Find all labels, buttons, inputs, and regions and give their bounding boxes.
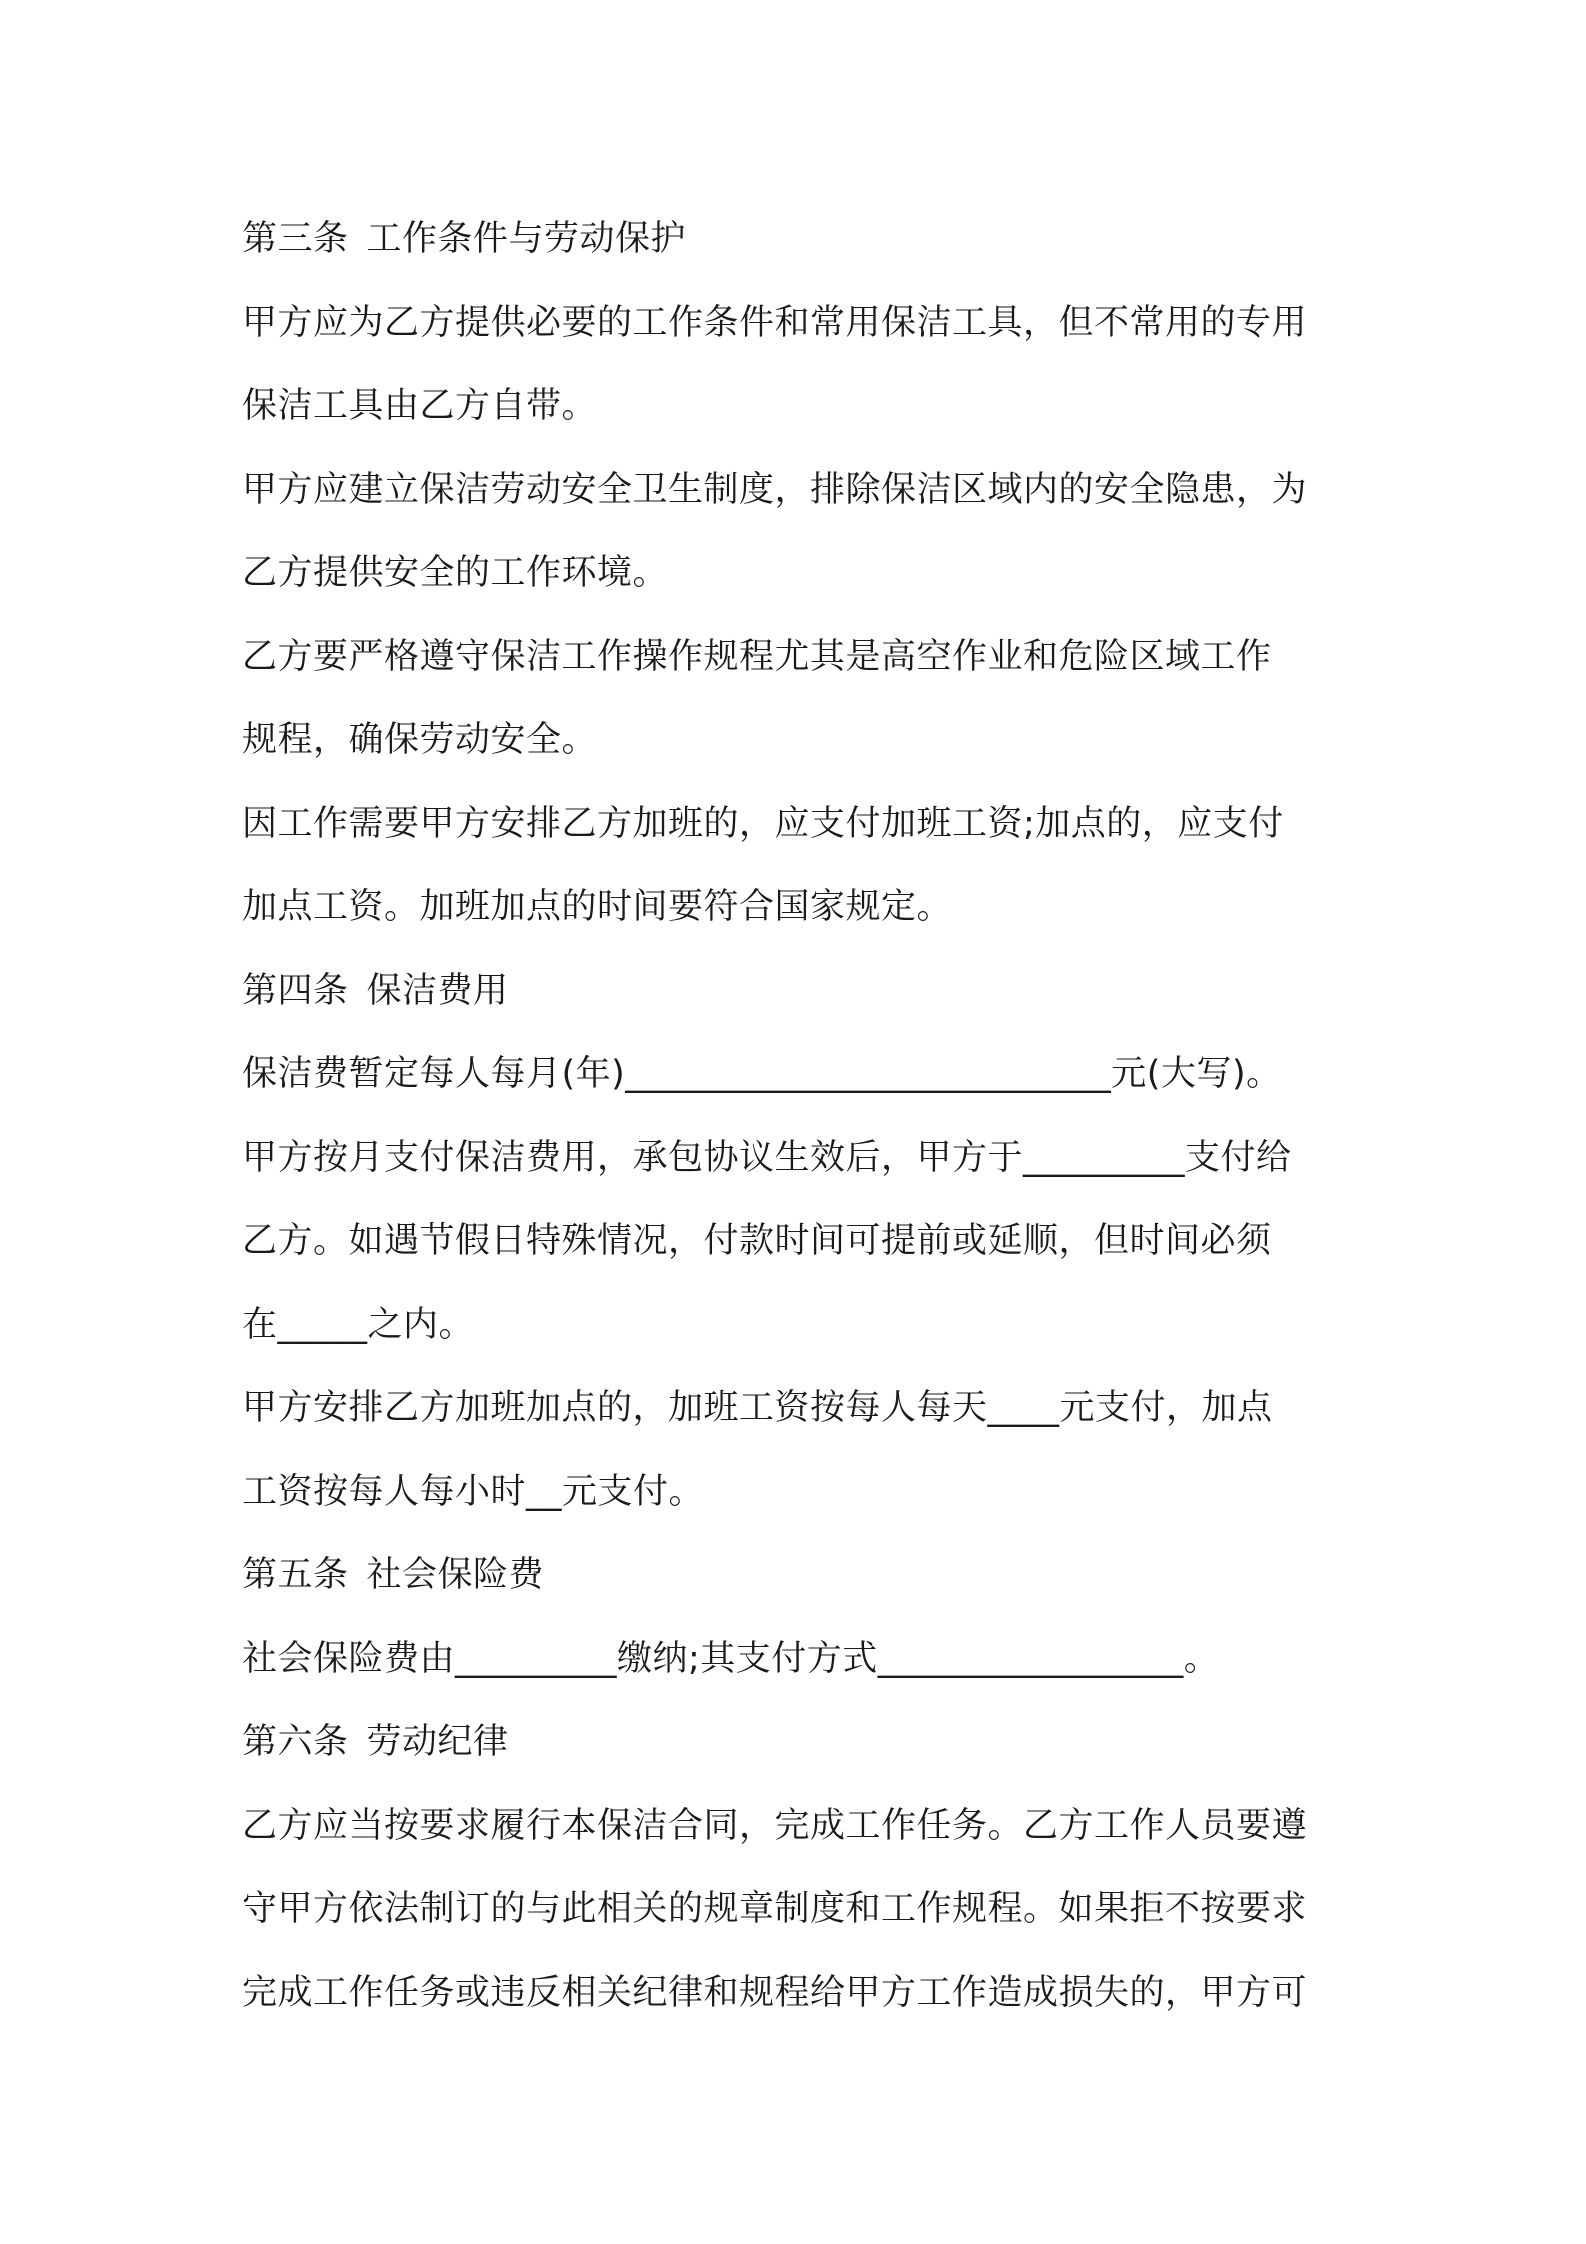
paragraph-line: 工资按每人每小时__元支付。	[242, 1471, 705, 1512]
paragraph-line: 保洁费暂定每人每月(年)___________________________元(大写)。	[242, 1054, 1282, 1094]
document-body	[242, 198, 1362, 2035]
paragraph-line: 乙方提供安全的工作环境。	[242, 553, 669, 593]
paragraph-line: 守甲方依法制订的与此相关的规章制度和工作规程。如果拒不按要求	[242, 1889, 1308, 1929]
article-title: 社会保险费	[366, 1555, 545, 1595]
paragraph-line: 甲方应为乙方提供必要的工作条件和常用保洁工具，但不常用的专用	[242, 302, 1308, 343]
heading-article-4	[242, 950, 1362, 1034]
paragraph-line: 在_____之内。	[242, 1304, 475, 1345]
article-number: 第五条	[242, 1555, 349, 1595]
article-number: 第六条	[242, 1722, 349, 1762]
paragraph-line: 完成工作任务或违反相关纪律和规程给甲方工作造成损失的，甲方可	[242, 1972, 1308, 2013]
article-title: 劳动纪律	[366, 1722, 509, 1762]
paragraph-line: 甲方安排乙方加班加点的，加班工资按每人每天____元支付，加点	[242, 1388, 1273, 1428]
paragraph-line: 加点工资。加班加点的时间要符合国家规定。	[242, 887, 953, 927]
paragraph-line: 乙方应当按要求履行本保洁合同，完成工作任务。乙方工作人员要遵	[242, 1805, 1308, 1846]
paragraph-line: 规程，确保劳动安全。	[242, 720, 598, 760]
paragraph-line: 乙方。如遇节假日特殊情况，付款时间可提前或延顺，但时间必须	[242, 1221, 1272, 1261]
heading-article-5	[242, 1534, 1362, 1618]
paragraph-line: 乙方要严格遵守保洁工作操作规程尤其是高空作业和危险区域工作	[242, 636, 1272, 677]
article-title: 工作条件与劳动保护	[366, 219, 687, 259]
article-number: 第四条	[242, 970, 349, 1011]
heading-article-3	[242, 198, 1362, 282]
paragraph-line: 甲方应建立保洁劳动安全卫生制度，排除保洁区域内的安全隐患，为	[242, 469, 1308, 510]
article-number: 第三条	[242, 219, 349, 259]
heading-article-6	[242, 1701, 1362, 1785]
article-title: 保洁费用	[366, 970, 509, 1011]
paragraph-line: 保洁工具由乙方自带。	[242, 386, 598, 426]
paragraph-line: 社会保险费由_________缴纳;其支付方式_________________。	[242, 1638, 1220, 1679]
paragraph-line: 甲方按月支付保洁费用，承包协议生效后，甲方于_________支付给	[242, 1137, 1292, 1178]
paragraph-line: 因工作需要甲方安排乙方加班的，应支付加班工资;加点的，应支付	[242, 803, 1284, 844]
